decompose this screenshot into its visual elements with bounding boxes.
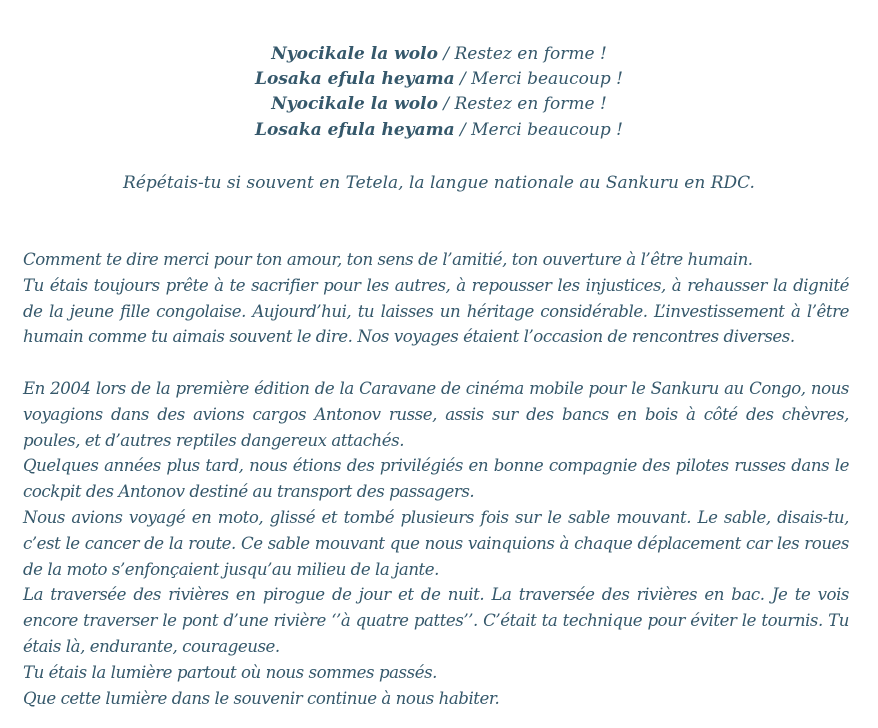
- intro-line: Répétais-tu si souvent en Tetela, la langue nationale au Sankuru en RDC.: [123, 173, 755, 193]
- paragraph: Quelques années plus tard, nous étions des privilégiés en bonne compagnie des pilotes russes dans le cockpit des Antonov destiné au transport des passagers.: [23, 456, 849, 502]
- greeting-line-4: [0, 118, 878, 143]
- greeting-line-3: [0, 92, 878, 117]
- greeting-line-1: [0, 42, 878, 67]
- greeting-translation: / Merci beaucoup !: [454, 69, 623, 89]
- greeting-line-2: [0, 67, 878, 92]
- paragraph: Que cette lumière dans le souvenir continue à nous habiter.: [23, 688, 500, 708]
- greeting-translation: / Merci beaucoup !: [454, 120, 623, 140]
- paragraph: Nous avions voyagé en moto, glissé et tombé plusieurs fois sur le sable mouvant. Le sable, disais-tu, c’est le cancer de la route. Ce sable mouvant que nous vainquions à chaque déplacement car les roues de la moto s’enfonçaient jusqu’au milieu de la jante.: [23, 507, 849, 579]
- greeting-translation: / Restez en forme !: [437, 44, 607, 64]
- paragraph: En 2004 lors de la première édition de la Caravane de cinéma mobile pour le Sankuru au Congo, nous voyagions dans des avions cargos Antonov russe, assis sur des bancs en bois à côté des chèvres, poules, et d’autres reptiles dangereux attachés.: [23, 378, 849, 450]
- paragraph: Tu étais la lumière partout où nous sommes passés.: [23, 662, 437, 682]
- greeting-term: Losaka efula heyama: [255, 120, 455, 140]
- greeting-term: Losaka efula heyama: [255, 69, 455, 89]
- greeting-term: Nyocikale la wolo: [271, 44, 438, 64]
- paragraph: Tu étais toujours prête à te sacrifier pour les autres, à repousser les injustices, à rehausser la dignité de la jeune fille congolaise. Aujourd’hui, tu laisses un héritage considérable. L’investissement à l’être humain comme tu aimais souvent le dire. Nos voyages étaient l’occasion de rencontres diverses.: [23, 275, 849, 347]
- body-text: [23, 247, 849, 711]
- greeting-term: Nyocikale la wolo: [271, 94, 438, 114]
- paragraph: Comment te dire merci pour ton amour, ton sens de l’amitié, ton ouverture à l’être humain.: [23, 250, 753, 269]
- paragraph: La traversée des rivières en pirogue de jour et de nuit. La traversée des rivières en bac. Je te vois encore traverser le pont d’une rivière ‘’à quatre pattes’’. C’était ta technique pour éviter le tournis. Tu étais là, endurante, courageuse.: [23, 585, 849, 656]
- greeting-translation: / Restez en forme !: [437, 94, 607, 114]
